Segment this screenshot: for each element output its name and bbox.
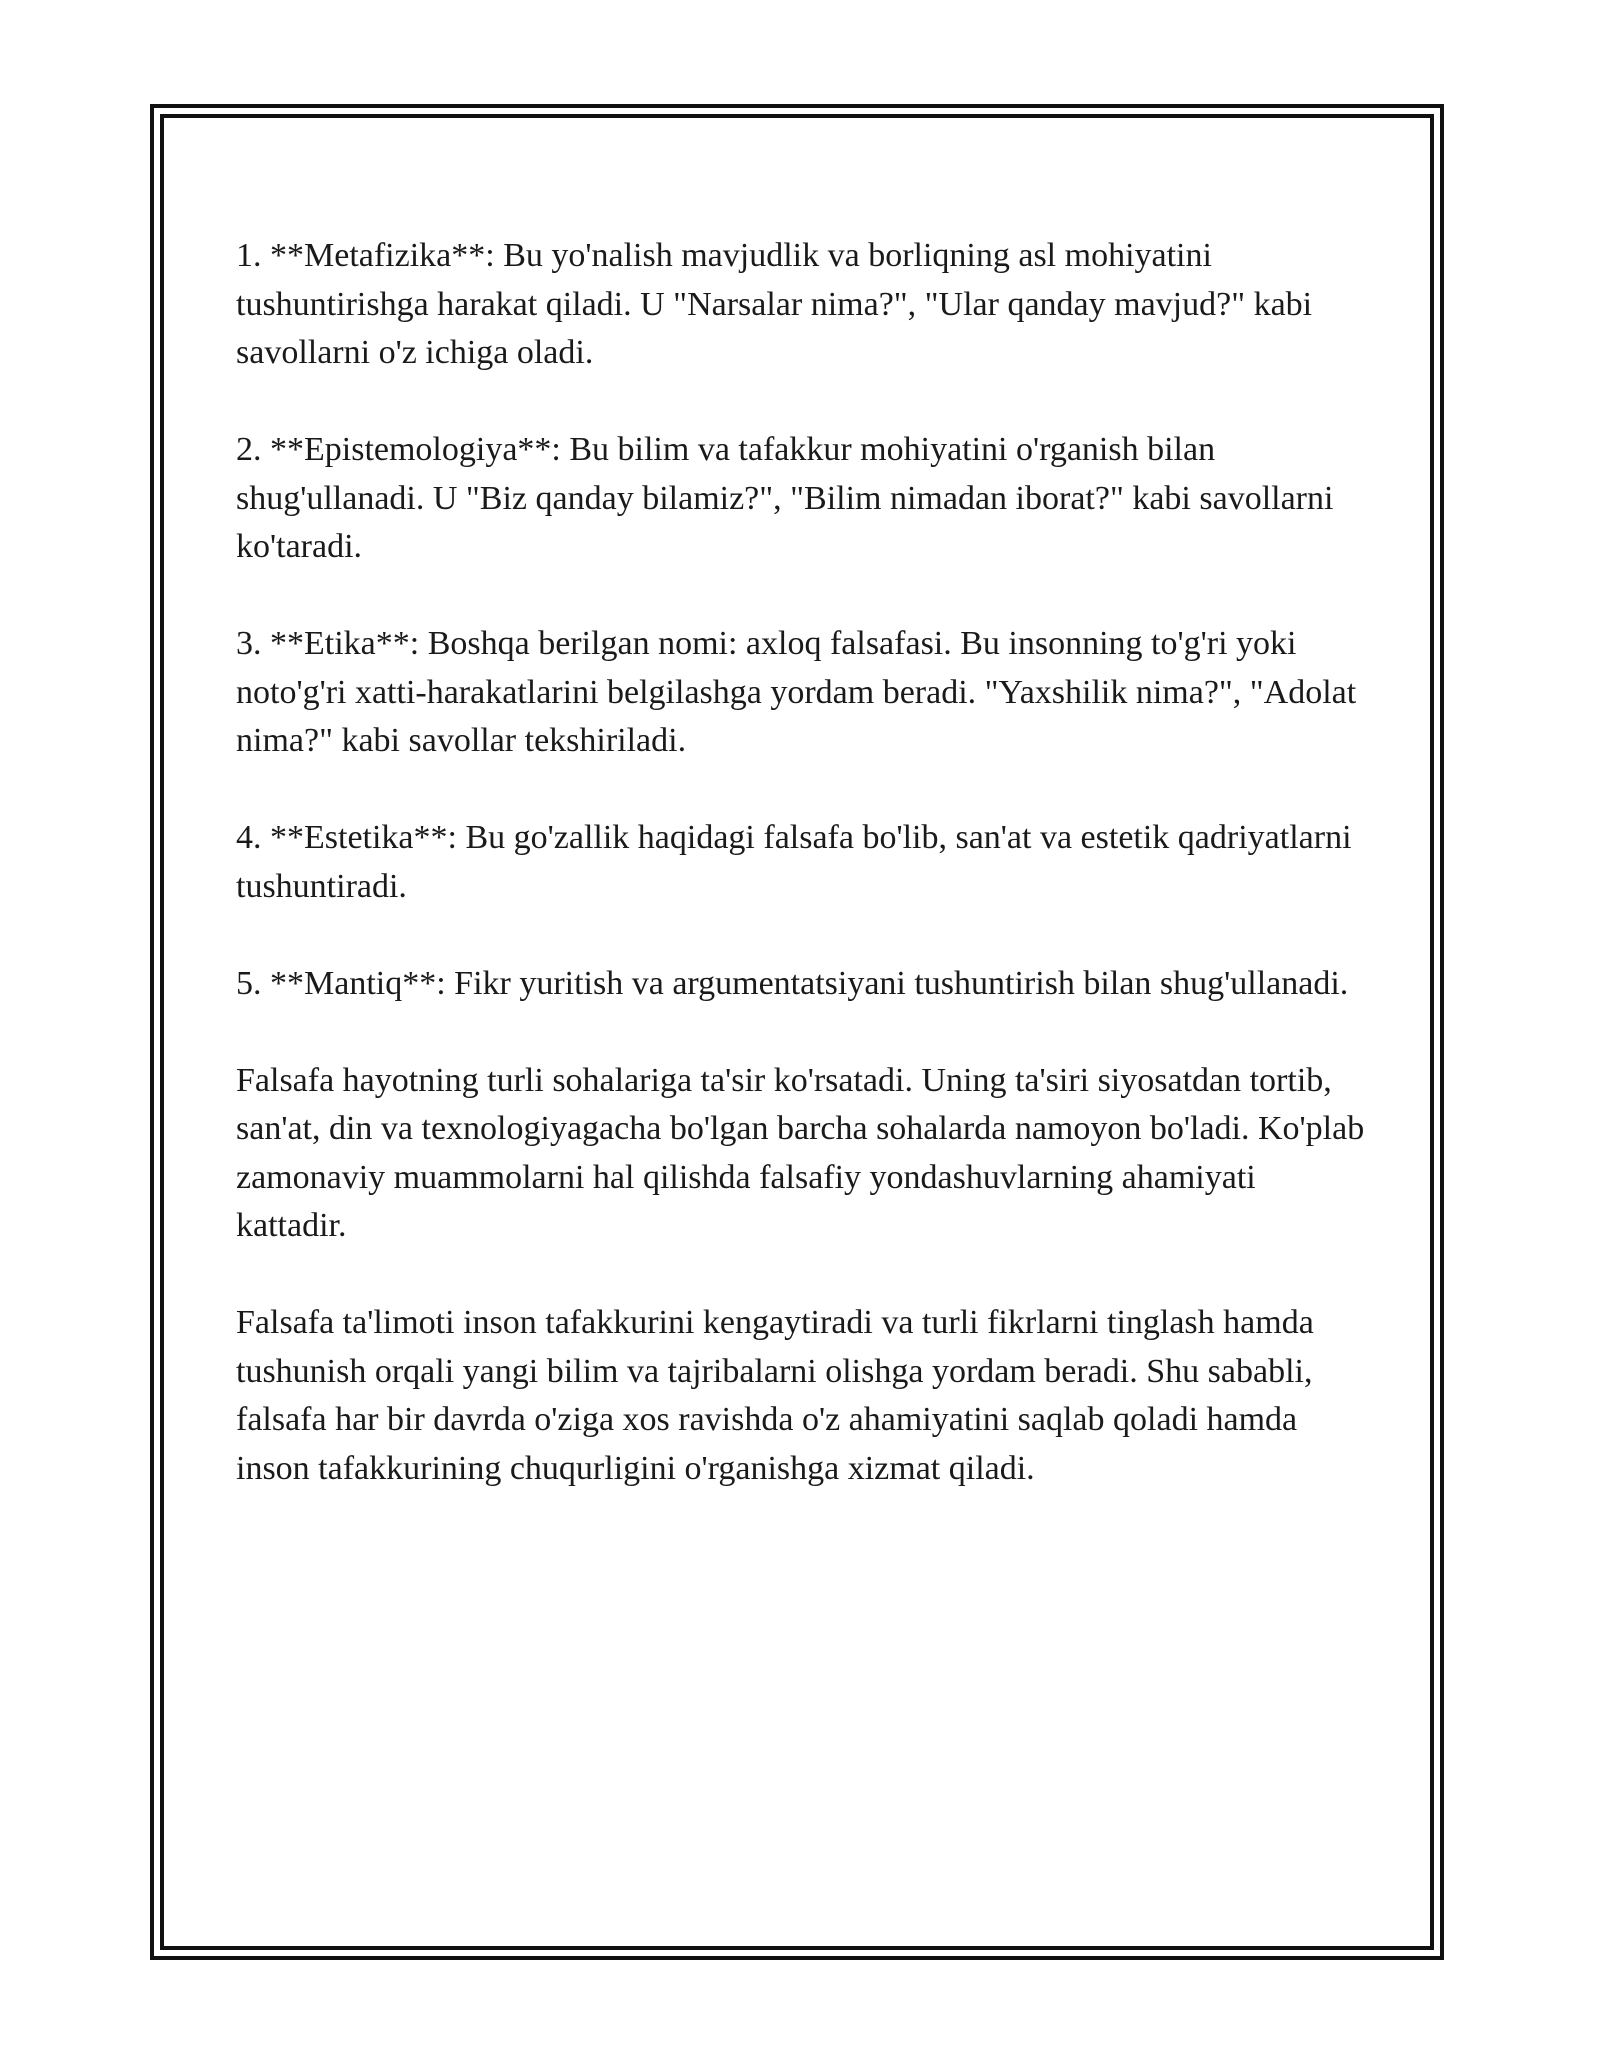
paragraph-mantiq: 5. **Mantiq**: Fikr yuritish va argumentatsiyani tushuntirish bilan shug'ullanadi.	[236, 964, 1349, 1002]
paragraph-metafizika: 1. **Metafizika**: Bu yo'nalish mavjudlik va borliqning asl mohiyatini tushuntirishga harakat qiladi. U "Narsalar nima?", "Ular qanday mavjud?" kabi savollarni o'z ichiga oladi.	[236, 237, 1313, 371]
paragraph-epistemologiya: 2. **Epistemologiya**: Bu bilim va tafakkur mohiyatini o'rganish bilan shug'ullanadi. U "Biz qanday bilamiz?", "Bilim nimadan iborat?" kabi savollarni ko'taradi.	[236, 431, 1334, 565]
paragraph-conclusion: Falsafa ta'limoti inson tafakkurini kengaytiradi va turli fikrlarni tinglash hamda tushunish orqali yangi bilim va tajribalarni olishga yordam beradi. Shu sababli, falsafa har bir davrda o'ziga xos ravishda o'z ahamiyatini saqlab qoladi hamda inson tafakkurining chuqurligini o'rganishga xizmat qiladi.	[236, 1304, 1314, 1487]
paragraph-etika: 3. **Etika**: Boshqa berilgan nomi: axloq falsafasi. Bu insonning to'g'ri yoki noto'g'ri xatti-harakatlarini belgilashga yordam beradi. "Yaxshilik nima?", "Adolat nima?" kabi savollar tekshiriladi.	[236, 625, 1357, 759]
paragraph-estetika: 4. **Estetika**: Bu go'zallik haqidagi falsafa bo'lib, san'at va estetik qadriyatlarni tushuntiradi.	[236, 819, 1352, 905]
document-body	[236, 232, 1371, 1493]
paragraph-influence: Falsafa hayotning turli sohalariga ta'sir ko'rsatadi. Uning ta'siri siyosatdan tortib, san'at, din va texnologiyagacha bo'lgan barcha sohalarda namoyon bo'ladi. Ko'plab zamonaviy muammolarni hal qilishda falsafiy yondashuvlarning ahamiyati kattadir.	[236, 1061, 1365, 1244]
